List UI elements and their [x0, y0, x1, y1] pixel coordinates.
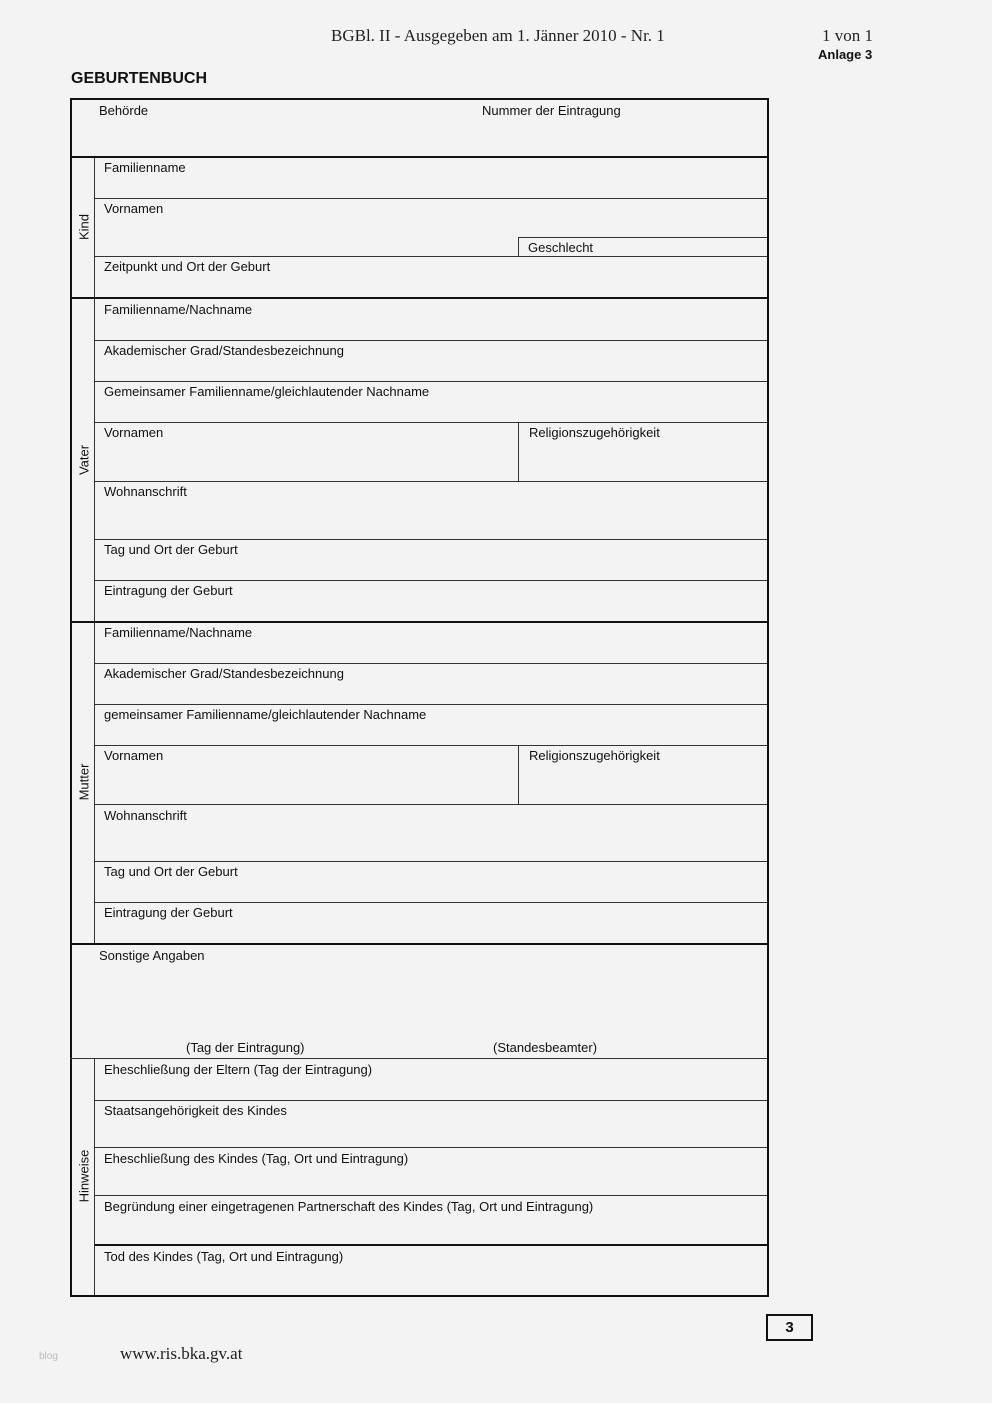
kind-given-names-label: Vornamen: [104, 201, 164, 216]
mutter-birth-label: Tag und Ort der Geburt: [104, 864, 238, 879]
mutter-birth-entry-label: Eintragung der Geburt: [104, 905, 233, 920]
vater-given-names-label: Vornamen: [104, 425, 164, 440]
row-line: [94, 481, 767, 482]
divider-vater: [70, 297, 769, 299]
row-line: [94, 256, 767, 257]
row-line: [94, 422, 767, 423]
row-line: [518, 237, 767, 238]
row-line: [94, 861, 767, 862]
mutter-surname-label: Familienname/Nachname: [104, 625, 253, 640]
other-info-label: Sonstige Angaben: [99, 948, 205, 963]
partnership-label: Begründung einer eingetragenen Partnerschaft des Kindes (Tag, Ort und Eintragung): [104, 1199, 594, 1214]
row-line: [70, 1058, 767, 1059]
vater-religion-label: Religionszugehörigkeit: [529, 425, 660, 440]
vater-common-name-label: Gemeinsamer Familienname/gleichlautender Nachname: [104, 384, 430, 399]
vater-degree-label: Akademischer Grad/Standesbezeichnung: [104, 343, 344, 358]
mutter-given-names-label: Vornamen: [104, 748, 164, 763]
row-line: [94, 804, 767, 805]
row-line: [94, 663, 767, 664]
page-number-box: 3: [766, 1314, 813, 1341]
vater-address-label: Wohnanschrift: [104, 484, 187, 499]
row-line: [94, 580, 767, 581]
kind-birth-label: Zeitpunkt und Ort der Geburt: [104, 259, 271, 274]
divider-kind: [70, 156, 769, 158]
entry-number-label: Nummer der Eintragung: [482, 103, 621, 118]
page-of-label: 1 von 1: [822, 26, 873, 45]
footer-url[interactable]: www.ris.bka.gv.at: [120, 1344, 243, 1363]
col-line: [518, 745, 519, 804]
mutter-religion-label: Religionszugehörigkeit: [529, 748, 660, 763]
registrar-label: (Standesbeamter): [493, 1040, 598, 1055]
row-line: [94, 1147, 767, 1148]
side-column-line-hinweise: [94, 1058, 95, 1295]
annex-label: Anlage 3: [818, 47, 873, 62]
mutter-degree-label: Akademischer Grad/Standesbezeichnung: [104, 666, 344, 681]
row-line: [94, 1195, 767, 1196]
row-line: [94, 340, 767, 341]
watermark: blog: [39, 1351, 58, 1362]
row-line: [94, 539, 767, 540]
col-line: [518, 422, 519, 481]
date-of-entry-label: (Tag der Eintragung): [186, 1040, 305, 1055]
col-line: [518, 237, 519, 256]
kind-surname-label: Familienname: [104, 160, 186, 175]
side-column-line: [94, 158, 95, 943]
parents-marriage-label: Eheschließung der Eltern (Tag der Eintragung): [104, 1062, 373, 1077]
row-line: [94, 381, 767, 382]
row-line: [94, 902, 767, 903]
mutter-common-name-label: gemeinsamer Familienname/gleichlautender Nachname: [104, 707, 427, 722]
child-marriage-label: Eheschließung des Kindes (Tag, Ort und Eintragung): [104, 1151, 409, 1166]
row-line: [94, 704, 767, 705]
vater-surname-label: Familienname/Nachname: [104, 302, 253, 317]
gazette-header: BGBl. II - Ausgegeben am 1. Jänner 2010 - Nr. 1: [331, 26, 665, 45]
vater-birth-entry-label: Eintragung der Geburt: [104, 583, 233, 598]
divider-mutter: [70, 621, 769, 623]
mutter-address-label: Wohnanschrift: [104, 808, 187, 823]
authority-label: Behörde: [99, 103, 149, 118]
row-line: [94, 745, 767, 746]
death-label: Tod des Kindes (Tag, Ort und Eintragung): [104, 1249, 344, 1264]
row-line: [94, 1100, 767, 1101]
vater-birth-label: Tag und Ort der Geburt: [104, 542, 238, 557]
divider-death: [94, 1244, 769, 1246]
page-title: GEBURTENBUCH: [71, 70, 207, 87]
row-line: [94, 198, 767, 199]
citizenship-label: Staatsangehörigkeit des Kindes: [104, 1103, 287, 1118]
divider-sonstige: [70, 943, 769, 945]
kind-sex-label: Geschlecht: [528, 240, 594, 255]
